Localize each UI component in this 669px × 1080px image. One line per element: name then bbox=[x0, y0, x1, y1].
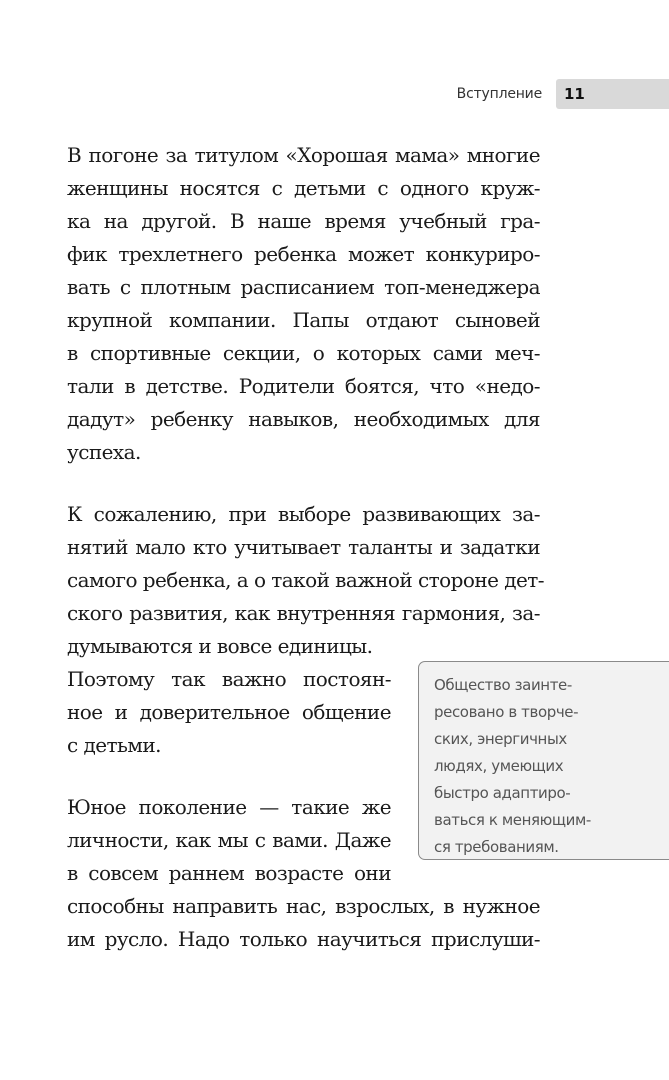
text-line: Юное поколение — такие же bbox=[67, 795, 391, 819]
text-line: фик трехлетнего ребенка может конкуриро- bbox=[67, 242, 540, 266]
sidebar-line: ских, энергичных bbox=[434, 730, 567, 748]
text-line: в спортивные секции, о которых сами меч- bbox=[67, 341, 540, 365]
sidebar-line: ся требованиям. bbox=[434, 838, 559, 856]
text-line: вать с плотным расписанием топ-менеджера bbox=[67, 275, 540, 299]
text-line: ка на другой. В наше время учебный гра- bbox=[67, 209, 540, 233]
text-line: с детьми. bbox=[67, 733, 161, 757]
text-line: ского развития, как внутренняя гармония, за- bbox=[67, 601, 540, 625]
text-line: нятий мало кто учитывает таланты и задатки bbox=[67, 535, 540, 559]
text-line: успеха. bbox=[67, 440, 141, 464]
text-line: женщины носятся с детьми с одного круж- bbox=[67, 176, 540, 200]
text-line: ное и доверительное общение bbox=[67, 700, 391, 724]
sidebar-quote-box bbox=[418, 661, 669, 860]
text-line: тали в детстве. Родители боятся, что «недо- bbox=[67, 374, 540, 398]
text-line: В погоне за титулом «Хорошая мама» многие bbox=[67, 143, 540, 167]
sidebar-line: людях, умеющих bbox=[434, 757, 564, 775]
sidebar-line: Общество заинте- bbox=[434, 676, 572, 694]
page-number-tab bbox=[556, 79, 669, 109]
text-line: личности, как мы с вами. Даже bbox=[67, 828, 391, 852]
text-line: самого ребенка, а о такой важной стороне дет- bbox=[67, 568, 545, 592]
page-number: 11 bbox=[564, 85, 585, 103]
text-line: К сожалению, при выборе развивающих за- bbox=[67, 502, 540, 526]
sidebar-line: ваться к меняющим- bbox=[434, 811, 591, 829]
sidebar-line: быстро адаптиро- bbox=[434, 784, 571, 802]
section-title: Вступление bbox=[456, 86, 542, 102]
text-line: дадут» ребенку навыков, необходимых для bbox=[67, 407, 540, 431]
text-line: в совсем раннем возрасте они bbox=[67, 861, 391, 885]
text-line: им русло. Надо только научиться прислуши- bbox=[67, 927, 540, 951]
text-line: думываются и вовсе единицы. bbox=[67, 634, 373, 658]
text-line: крупной компании. Папы отдают сыновей bbox=[67, 308, 540, 332]
sidebar-line: ресовано в творче- bbox=[434, 703, 579, 721]
text-line: способны направить нас, взрослых, в нужное bbox=[67, 894, 540, 918]
text-line: Поэтому так важно постоян- bbox=[67, 667, 391, 691]
running-header bbox=[457, 79, 669, 109]
